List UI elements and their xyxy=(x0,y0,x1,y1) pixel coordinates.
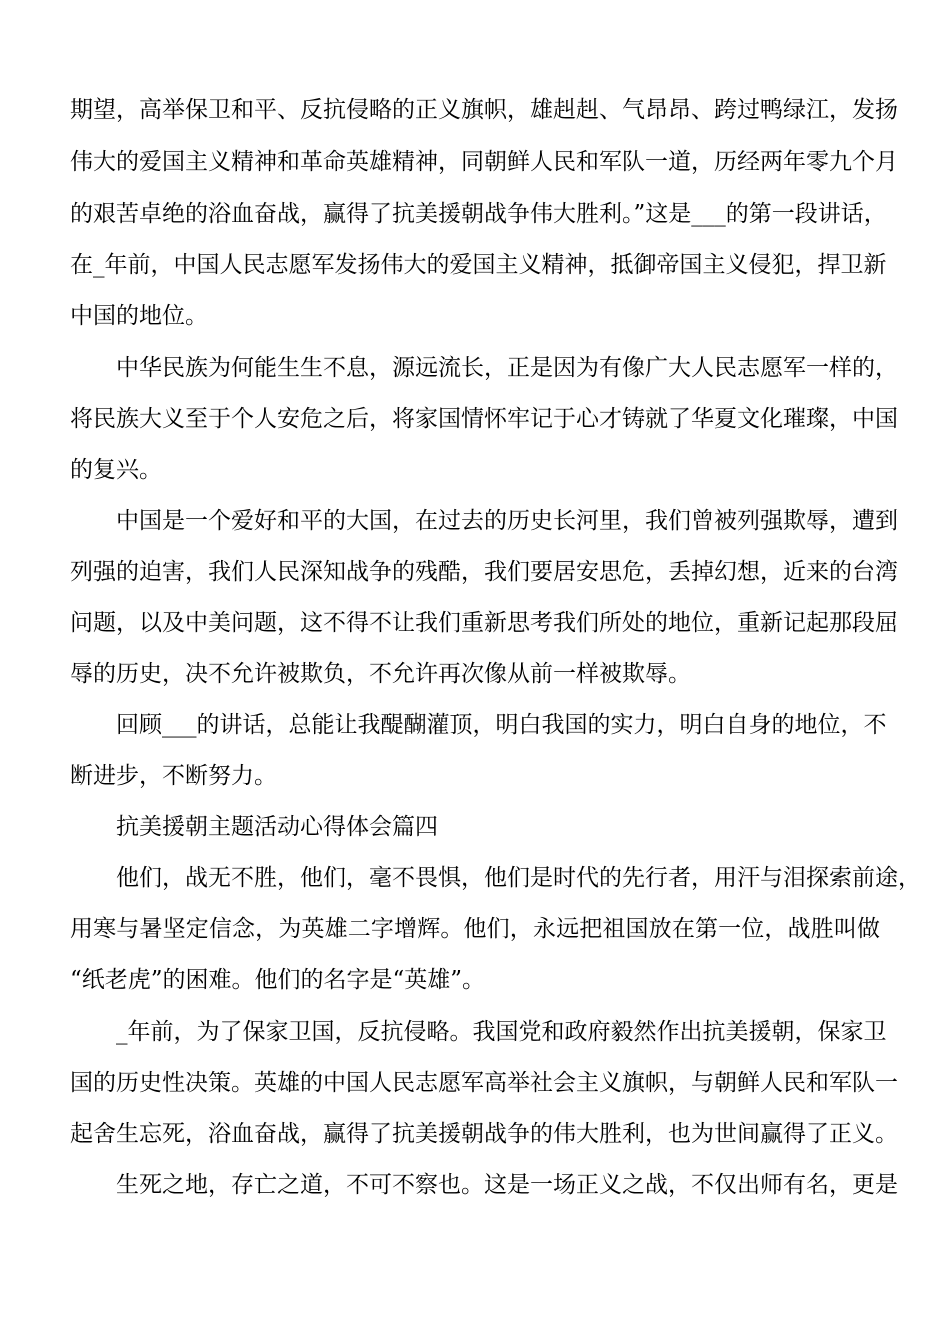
section-heading: 抗美援朝主题活动心得体会篇四 xyxy=(116,814,438,840)
paragraph-line: 用寒与暑坚定信念，为英雄二字增辉。他们，永远把祖国放在第一位，战胜叫做 xyxy=(70,916,880,942)
paragraph-line: 的复兴。 xyxy=(70,457,162,483)
paragraph-line: 在_年前，中国人民志愿军发扬伟大的爱国主义精神，抵御帝国主义侵犯，捍卫新 xyxy=(70,252,887,278)
paragraph-line: 问题，以及中美问题，这不得不让我们重新思考我们所处的地位，重新记起那段屈 xyxy=(70,610,898,636)
paragraph-line: 回顾___的讲话，总能让我醍醐灌顶，明白我国的实力，明白自身的地位，不 xyxy=(116,712,887,738)
paragraph-line: 中华民族为何能生生不息，源远流长，正是因为有像广大人民志愿军一样的， xyxy=(116,355,898,381)
paragraph-line: “纸老虎”的困难。他们的名字是“英雄”。 xyxy=(70,967,486,993)
paragraph-line: 列强的迫害，我们人民深知战争的残酷，我们要居安思危，丢掉幻想，近来的台湾 xyxy=(70,559,898,585)
paragraph-line: 起舍生忘死，浴血奋战，赢得了抗美援朝战争的伟大胜利，也为世间赢得了正义。 xyxy=(70,1121,898,1147)
paragraph-line: 中国是一个爱好和平的大国，在过去的历史长河里，我们曾被列强欺辱，遭到 xyxy=(116,508,898,534)
paragraph-line: 生死之地，存亡之道，不可不察也。这是一场正义之战，不仅出师有名，更是 xyxy=(116,1172,898,1198)
paragraph-line: 中国的地位。 xyxy=(70,303,208,329)
paragraph-line: _年前，为了保家卫国，反抗侵略。我国党和政府毅然作出抗美援朝，保家卫 xyxy=(116,1019,887,1045)
paragraph-line: 期望，高举保卫和平、反抗侵略的正义旗帜，雄赳赳、气昂昂、跨过鸭绿江，发扬 xyxy=(70,97,898,123)
paragraph-line: 他们，战无不胜，他们，毫不畏惧，他们是时代的先行者，用汗与泪探索前途， xyxy=(116,865,921,891)
paragraph-line: 辱的历史，决不允许被欺负，不允许再次像从前一样被欺辱。 xyxy=(70,661,691,687)
paragraph-line: 伟大的爱国主义精神和革命英雄精神，同朝鲜人民和军队一道，历经两年零九个月 xyxy=(70,149,898,175)
paragraph-line: 断进步，不断努力。 xyxy=(70,763,277,789)
paragraph-line: 将民族大义至于个人安危之后，将家国情怀牢记于心才铸就了华夏文化璀璨，中国 xyxy=(70,406,898,432)
paragraph-line: 国的历史性决策。英雄的中国人民志愿军高举社会主义旗帜，与朝鲜人民和军队一 xyxy=(70,1070,898,1096)
paragraph-line: 的艰苦卓绝的浴血奋战，赢得了抗美援朝战争伟大胜利。”这是___的第一段讲话， xyxy=(70,201,887,227)
